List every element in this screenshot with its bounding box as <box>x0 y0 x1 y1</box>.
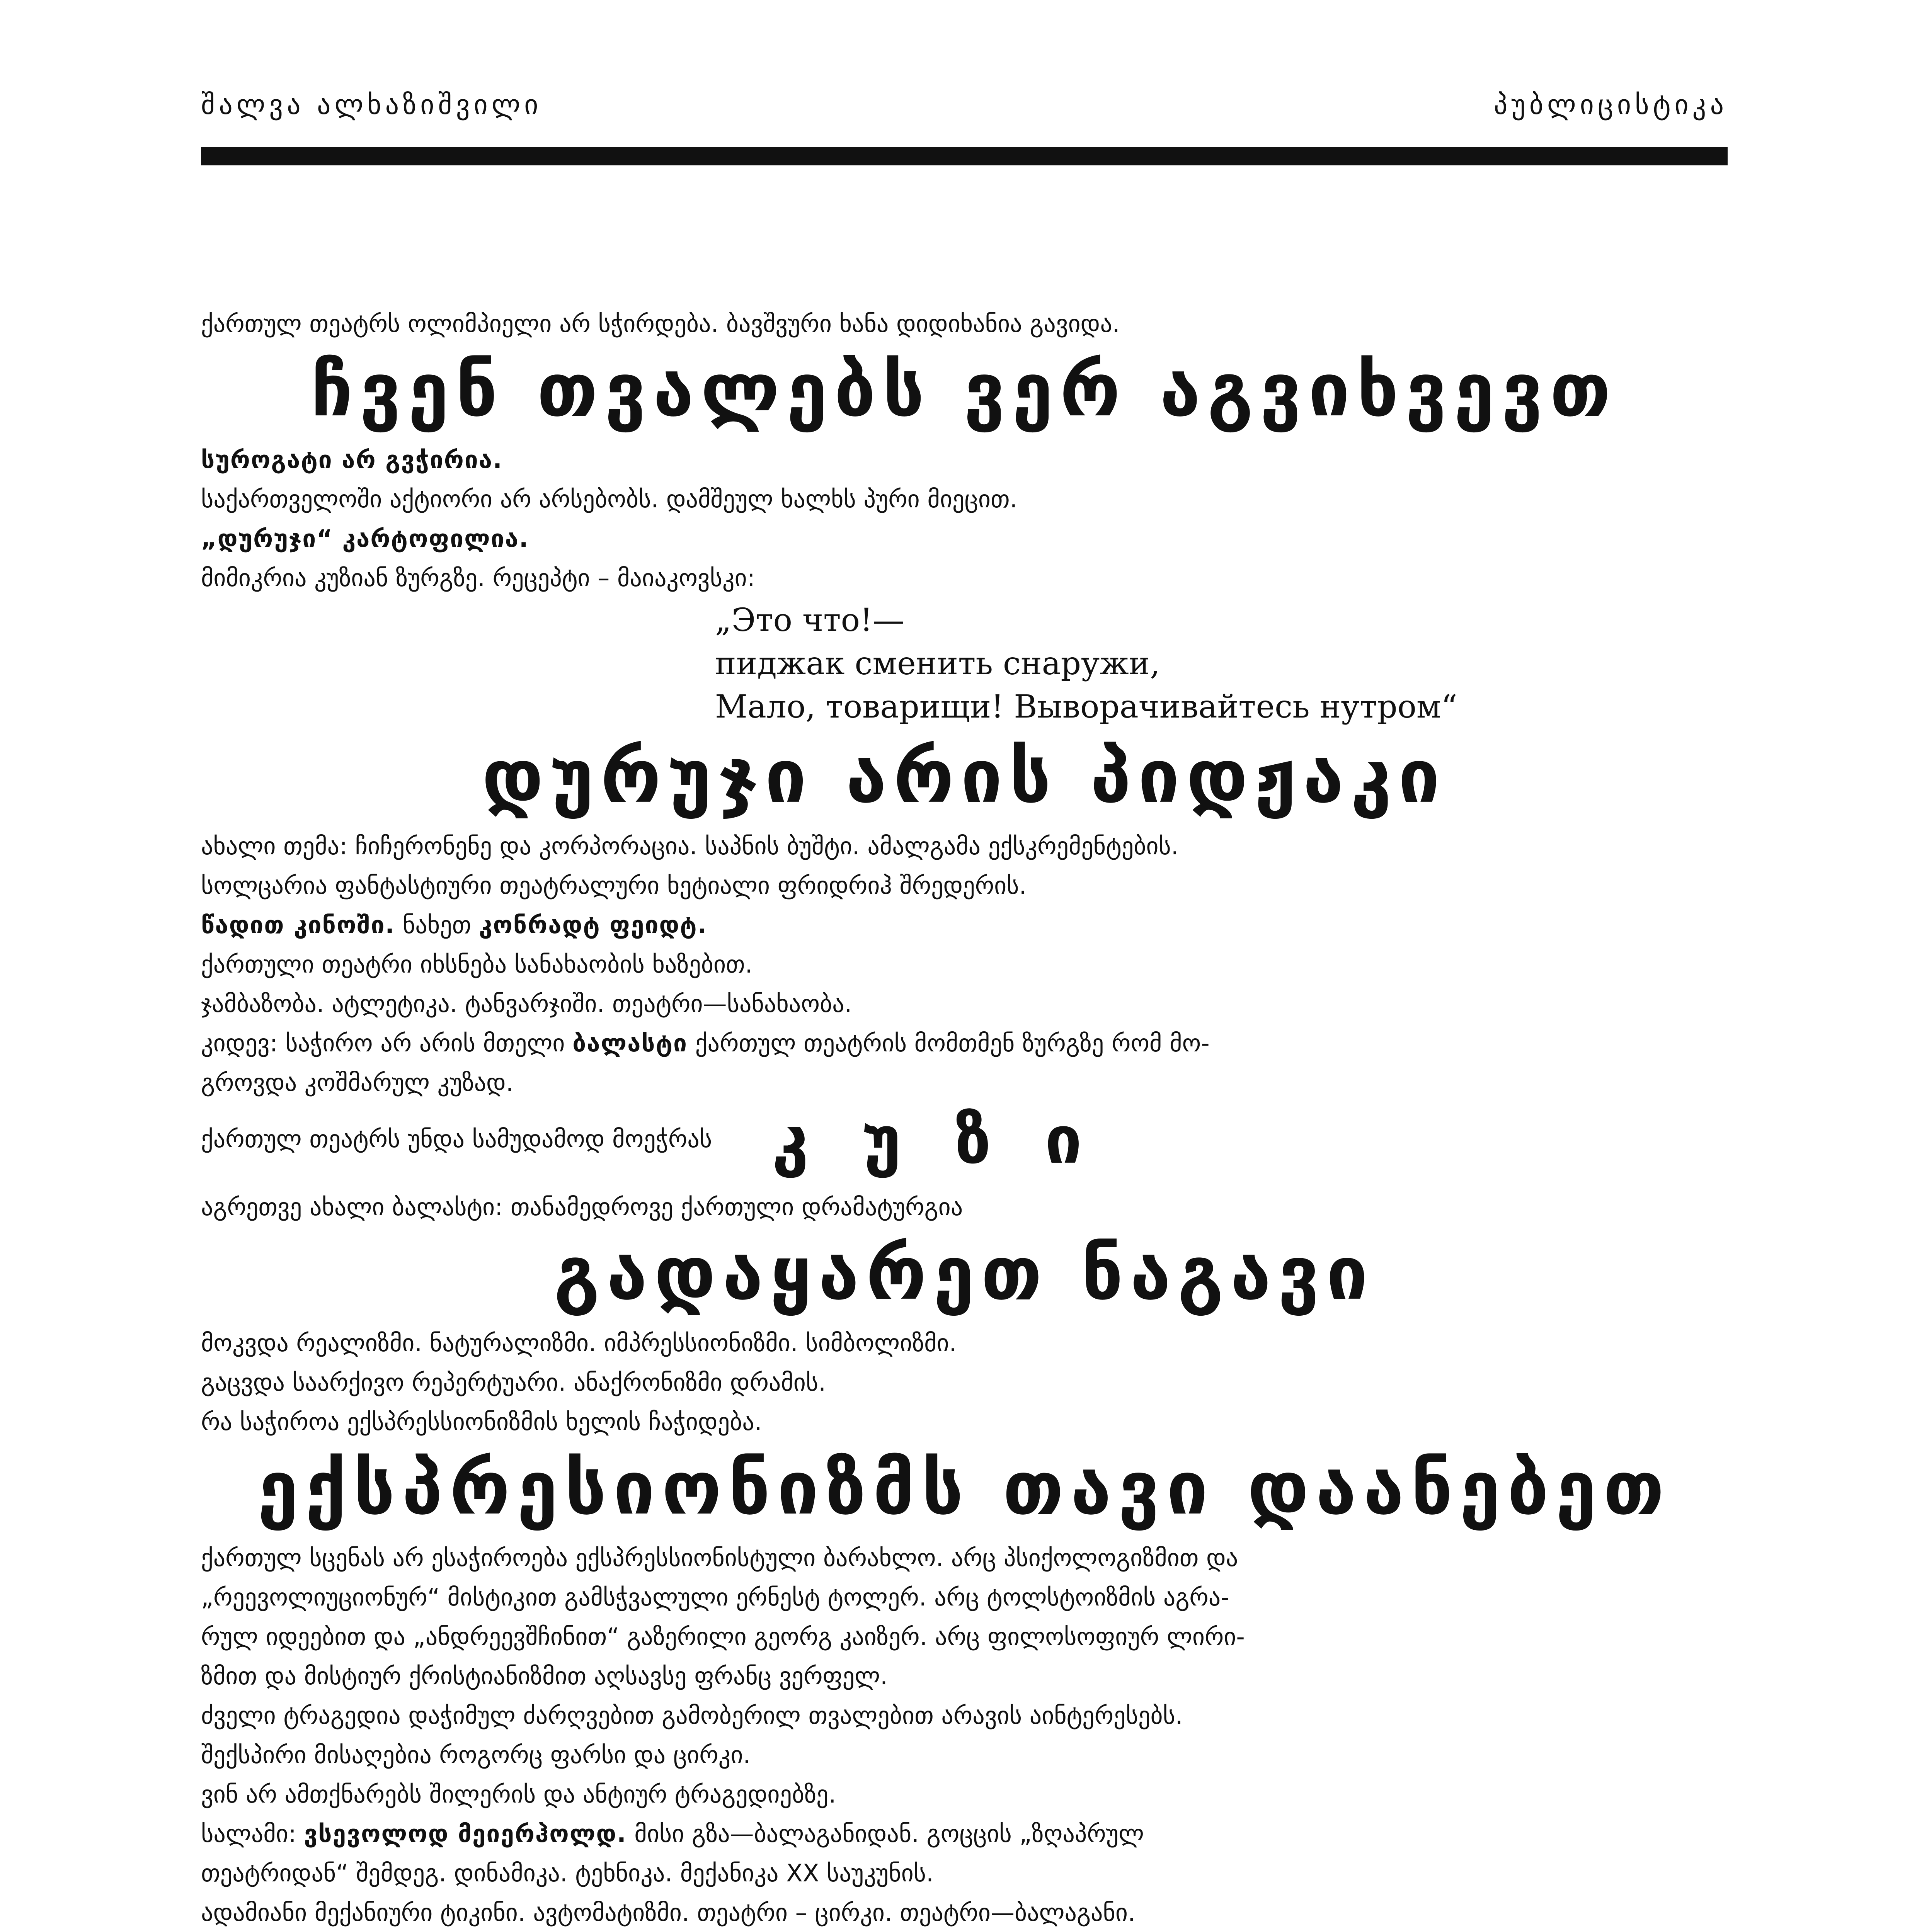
headline-1: ჩვენ თვალებს ვერ აგვიხვევთ <box>311 347 1618 433</box>
header-rule <box>201 147 1728 165</box>
text-line <box>201 1025 1728 1062</box>
text-line: თეატრიდან“ შემდეგ. დინამიკა. ტეხნიკა. მექანიკა XX საუკუნის. <box>201 1859 934 1887</box>
text-line: ქართული თეატრი იხსნება სანახაობის ხაზებით. <box>201 950 753 978</box>
russian-quote-line: „Это что!— <box>715 602 904 639</box>
manifesto-body <box>201 305 1728 1932</box>
text-line: ადამიანი მექანიური ტიკინი. ავტომატიზმი. თეატრი – ცირკი. თეატრი—ბალაგანი. <box>201 1898 1136 1927</box>
text-line: ქართულ თეატრს ოლიმპიელი არ სჭირდება. ბავშვური ხანა დიდიხანია გავიდა. <box>201 310 1120 338</box>
document-page <box>201 89 1728 1932</box>
text-line <box>201 1815 1728 1852</box>
russian-quote-line: пиджак сменить снаружи, <box>715 645 1160 682</box>
text-line: მიმიკრია კუზიან ზურგზე. რეცეპტი – მაიაკოვსკი: <box>201 564 755 592</box>
text-line: ჯამბაზობა. ატლეტიკა. ტანვარჯიში. თეატრი—სანახაობა. <box>201 990 852 1018</box>
text-line: სოლცარია ფანტასტიური თეატრალური ხეტიალი ფრიდრიჰ შრედერის. <box>201 871 1027 900</box>
kuzi-row <box>201 1104 1728 1177</box>
bold-phrase: კონრადტ ფეიდტ. <box>478 911 708 939</box>
text-line: რა საჭიროა ექსპრესსიონიზმის ხელის ჩაჭიდება. <box>201 1408 762 1436</box>
text-line: გაცვდა საარქივო რეპერტუარი. ანაქრონიზმი დრამის. <box>201 1368 826 1396</box>
headline-3: კ უ ზ ი <box>772 1102 1098 1179</box>
headline-4: გადაყარეთ ნაგავი <box>554 1231 1375 1316</box>
text-phrase: კიდევ: საჭირო არ არის მთელი <box>201 1029 565 1057</box>
text-line: შექსპირი მისაღებია როგორც ფარსი და ცირკი. <box>201 1741 751 1769</box>
text-line: „რეევოლიუციონურ“ მისტიკით გამსჭვალული ერნესტ ტოლერ. არც ტოლსტოიზმის აგრა- <box>201 1583 1229 1611</box>
text-phrase: ნახეთ <box>402 911 472 939</box>
text-line: საქართველოში აქტიორი არ არსებობს. დამშეულ ხალხს პური მიეცით. <box>201 485 1018 513</box>
bold-phrase: წადით კინოში. <box>201 911 395 939</box>
text-line: აგრეთვე ახალი ბალასტი: თანამედროვე ქართული დრამატურგია <box>201 1193 963 1221</box>
bold-phrase: ვსევოლოდ მეიერჰოლდ. <box>304 1820 627 1848</box>
text-phrase: ქართულ თეატრს უნდა სამუდამოდ მოეჭრას <box>201 1125 712 1153</box>
bold-line: სუროგატი არ გვჭირია. <box>201 446 503 474</box>
text-line: ქართულ სცენას არ ესაჭიროება ექსპრესსიონისტული ბარახლო. არც პსიქოლოგიზმით და <box>201 1544 1238 1572</box>
header-author: შალვა ალხაზიშვილი <box>201 89 542 121</box>
text-line: ზმით და მისტიურ ქრისტიანიზმით აღსავსე ფრანც ვერფელ. <box>201 1662 888 1690</box>
text-line: მოკვდა რეალიზმი. ნატურალიზმი. იმპრესსიონიზმი. სიმბოლიზმი. <box>201 1329 957 1357</box>
headline-5: ექსპრესიონიზმს თავი დაანებეთ <box>257 1446 1671 1531</box>
text-phrase: ქართულ თეატრის მომთმენ ზურგზე რომ მო- <box>695 1029 1210 1057</box>
text-line <box>201 906 1728 944</box>
text-line: გროვდა კოშმარულ კუზად. <box>201 1068 514 1097</box>
text-line: რულ იდეებით და „ანდრეევშჩინით“ გაზერილი გეორგ კაიზერ. არც ფილოსოფიურ ლირი- <box>201 1622 1245 1651</box>
text-phrase: სალამი: <box>201 1820 296 1848</box>
header-section: პუბლიცისტიკა <box>1493 89 1728 121</box>
russian-quote-line: Мало, товарищи! Выворачивайтесь нутром“ <box>715 689 1457 725</box>
bold-phrase: ბალასტი <box>572 1029 688 1057</box>
text-line: ვინ არ ამთქნარებს შილერის და ანტიურ ტრაგედიებზე. <box>201 1780 836 1808</box>
running-header <box>201 89 1728 131</box>
text-line: ძველი ტრაგედია დაჭიმულ ძარღვებით გამობერილ თვალებით არავის აინტერესებს. <box>201 1701 1183 1730</box>
headline-2: დურუჯი არის პიდჟაკი <box>482 734 1447 819</box>
bold-line: „დურუჯი“ კარტოფილია. <box>201 524 529 553</box>
text-line: ახალი თემა: ჩიჩერონენე და კორპორაცია. საპნის ბუშტი. ამალგამა ექსკრემენტების. <box>201 832 1179 860</box>
text-phrase: მისი გზა—ბალაგანიდან. გოცცის „ზღაპრულ <box>634 1820 1144 1848</box>
